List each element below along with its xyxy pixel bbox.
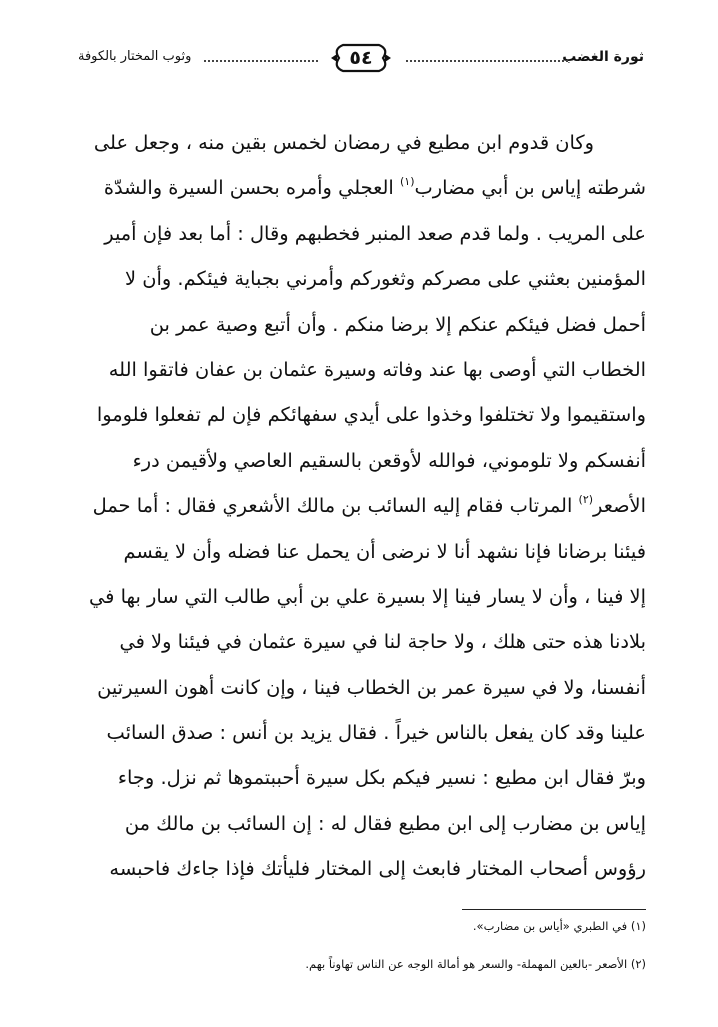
page-number: ٥٤ bbox=[349, 47, 373, 69]
text-line: أحمل فضل فيئكم عنكم إلا برضا منكم . وأن أتبع وصية عمر بن bbox=[149, 312, 646, 336]
book-title: ثورة الغضب bbox=[562, 49, 644, 65]
footnote-1: (١) في الطبري «أياس بن مضارب». bbox=[472, 919, 646, 933]
text-line: رؤوس أصحاب المختار فابعث إلى المختار فليأتك فإذا جاءك فاحبسه bbox=[109, 857, 646, 881]
section-title: وثوب المختار بالكوفة bbox=[78, 49, 192, 64]
text-line bbox=[74, 165, 646, 210]
text-line: واستقيموا ولا تختلفوا وخذوا على أيدي سفهائكم فإن لم تفعلوا فلوموا bbox=[96, 403, 646, 427]
text-line bbox=[74, 483, 646, 528]
footnotes bbox=[74, 917, 646, 973]
footnote-separator bbox=[462, 909, 646, 910]
text-segment: المرتاب فقام إليه السائب بن مالك الأشعري فقال : أما حمل bbox=[92, 494, 573, 518]
header-right bbox=[394, 40, 644, 76]
text-line: علينا وقد كان يفعل بالناس خيراً . فقال يزيد بن أنس : صدق السائب bbox=[106, 721, 646, 745]
header-dotted-leader-right bbox=[406, 60, 568, 62]
text-line: وكان قدوم ابن مطيع في رمضان لخمس بقين منه ، وجعل على bbox=[93, 131, 594, 154]
text-segment: شرطته إياس بن أبي مضارب bbox=[414, 176, 646, 200]
main-text bbox=[74, 120, 646, 892]
footnote-ref-1: (١) bbox=[400, 175, 415, 189]
text-line: الخطاب التي أوصى بها عند وفاته وسيرة عثمان بن عفان فاتقوا الله bbox=[108, 357, 646, 381]
text-line: أنفسنا، ولا في سيرة عمر بن الخطاب فينا ، وإن كانت أهون السيرتين bbox=[97, 675, 646, 699]
text-line: إياس بن مضارب إلى ابن مطيع فقال له : إن السائب بن مالك من bbox=[124, 811, 646, 835]
page-number-ornament bbox=[329, 40, 393, 76]
text-line: وبرّ فقال ابن مطيع : نسير فيكم بكل سيرة أحببتموها ثم نزل. وجاء bbox=[117, 766, 646, 790]
text-line: أنفسكم ولا تلوموني، فوالله لأوقعن بالسقيم العاصي ولأقيمن درء bbox=[132, 448, 646, 472]
text-line: بلادنا هذه حتى هلك ، ولا حاجة لنا في سيرة عثمان في فيئنا ولا في bbox=[119, 630, 646, 654]
text-segment: العجلي وأمره بحسن السيرة والشدّة bbox=[103, 176, 394, 200]
text-line: على المريب . ولما قدم صعد المنبر فخطبهم وقال : أما بعد فإن أمير bbox=[104, 221, 646, 245]
text-line: المؤمنين بعثني على مصركم وثغوركم وأمرني بجباية فيئكم. وأن لا bbox=[125, 267, 646, 291]
text-line: فيئنا برضانا فإنا نشهد أنا لا نرضى أن يحمل عنا فضله وأن لا يقسم bbox=[123, 539, 646, 563]
footnote-ref-2: (٢) bbox=[578, 493, 594, 507]
text-segment: الأصعر bbox=[593, 494, 646, 518]
footnote-2: (٢) الأصعر -بالعين المهملة- والسعر هو أمالة الوجه عن الناس تهاوناً بهم. bbox=[305, 957, 646, 971]
text-line: إلا فينا ، وأن لا يسار فينا إلا بسيرة علي بن أبي طالب التي سار بها في bbox=[89, 584, 646, 608]
header-dotted-leader-left bbox=[204, 60, 318, 62]
header-left bbox=[78, 40, 328, 76]
running-header bbox=[78, 40, 644, 76]
